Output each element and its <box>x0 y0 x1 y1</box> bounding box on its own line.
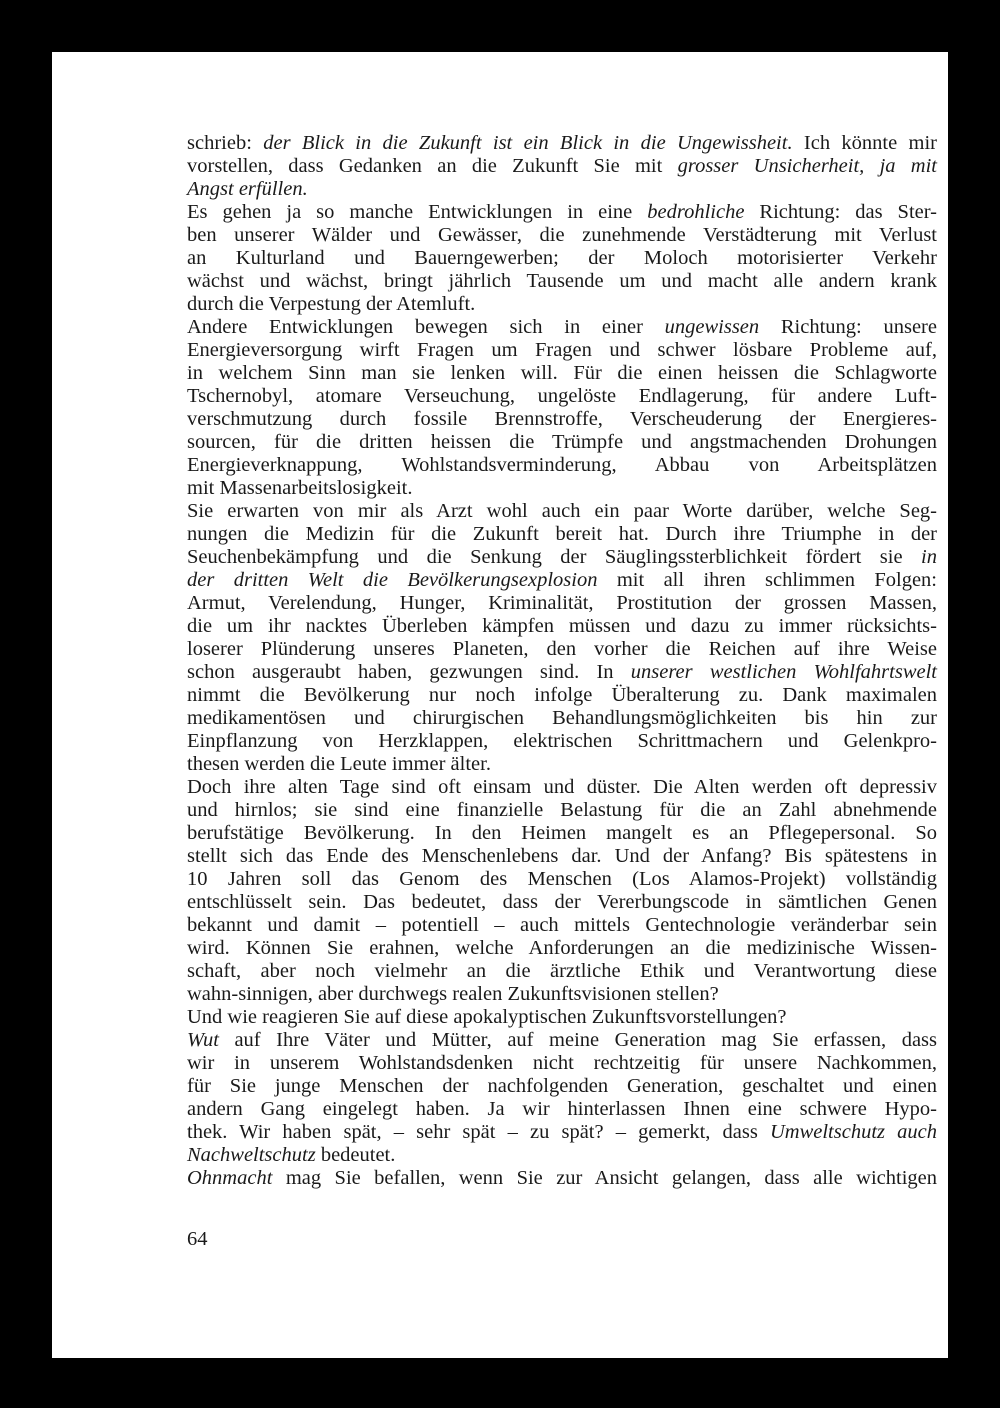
text-segment: und hirnlos; sie sind eine finanzielle Belastung für die an Zahl abnehmende <box>187 799 937 821</box>
text-segment: stellt sich das Ende des Menschenlebens dar. Und der Anfang? Bis spätestens in <box>187 845 937 867</box>
text-segment: an Kulturland und Bauerngewerben; der Moloch motorisierter Verkehr <box>187 247 937 269</box>
text-segment: schon ausgeraubt haben, gezwungen sind. In <box>187 661 631 683</box>
text-segment: mag Sie befallen, wenn Sie zur Ansicht gelangen, dass alle wichtigen <box>272 1167 937 1189</box>
text-segment: vorstellen, dass Gedanken an die Zukunft Sie mit <box>187 155 678 177</box>
text-line <box>187 247 937 270</box>
text-segment: nungen die Medizin für die Zukunft bereit hat. Durch ihre Triumphe in der <box>187 523 937 545</box>
text-line <box>187 891 937 914</box>
text-line <box>187 661 937 684</box>
text-segment: Energieverknappung, Wohlstandsverminderung, Abbau von Arbeitsplätzen <box>187 454 937 476</box>
text-line <box>187 914 937 937</box>
text-line <box>187 1029 937 1052</box>
text-line <box>187 1075 937 1098</box>
text-segment: Armut, Verelendung, Hunger, Kriminalität, Prostitution der grossen Massen, <box>187 592 937 614</box>
text-line <box>187 408 937 431</box>
text-segment: Tschernobyl, atomare Verseuchung, ungelöste Endlagerung, für andere Luft- <box>187 385 937 407</box>
text-line <box>187 362 937 385</box>
body-text <box>187 132 937 1190</box>
text-segment: auf Ihre Väter und Mütter, auf meine Generation mag Sie erfassen, dass <box>218 1029 937 1051</box>
text-line <box>187 799 937 822</box>
text-line <box>187 684 937 707</box>
text-segment: bekannt und damit – potentiell – auch mittels Gentechnologie veränderbar sein <box>187 914 937 936</box>
text-line <box>187 960 937 983</box>
text-line <box>187 753 937 776</box>
text-segment: wird. Können Sie erahnen, welche Anforderungen an die medizinische Wissen- <box>187 937 937 959</box>
italic-text-segment: unserer westlichen Wohlfahrtswelt <box>630 661 937 683</box>
text-segment: die um ihr nacktes Überleben kämpfen müssen und dazu zu immer rücksichts- <box>187 615 937 637</box>
text-segment: Doch ihre alten Tage sind oft einsam und düster. Die Alten werden oft depressiv <box>187 776 937 798</box>
text-segment: Ich könnte mir <box>792 132 937 154</box>
text-line <box>187 385 937 408</box>
text-segment: Andere Entwicklungen bewegen sich in einer <box>187 316 665 338</box>
text-line <box>187 477 937 500</box>
text-line <box>187 132 937 155</box>
text-segment: medikamentösen und chirurgischen Behandlungsmöglichkeiten bis hin zur <box>187 707 937 729</box>
text-segment: wächst und wächst, bringt jährlich Tausende um und macht alle andern krank <box>187 270 937 292</box>
text-segment: durch die Verpestung der Atemluft. <box>187 293 476 315</box>
text-segment: in welchem Sinn man sie lenken will. Für die einen heissen die Schlagworte <box>187 362 937 384</box>
text-segment: nimmt die Bevölkerung nur noch infolge Überalterung zu. Dank maximalen <box>187 684 937 706</box>
text-segment: loserer Plünderung unseres Planeten, den vorher die Reichen auf ihre Weise <box>187 638 937 660</box>
italic-text-segment: ungewissen <box>664 316 760 338</box>
text-segment: Energieversorgung wirft Fragen um Fragen und schwer lösbare Probleme auf, <box>187 339 937 361</box>
text-line <box>187 776 937 799</box>
text-line <box>187 983 937 1006</box>
text-segment: ben unserer Wälder und Gewässer, die zunehmende Verstädterung mit Verlust <box>187 224 937 246</box>
text-segment: thek. Wir haben spät, – sehr spät – zu spät? – gemerkt, dass <box>187 1121 770 1143</box>
italic-text-segment: in <box>921 546 937 568</box>
text-segment: Seuchenbekämpfung und die Senkung der Säuglingssterblichkeit fördert sie <box>187 546 922 568</box>
text-line <box>187 293 937 316</box>
text-line <box>187 431 937 454</box>
text-segment: für Sie junge Menschen der nachfolgenden Generation, geschaltet und einen <box>187 1075 937 1097</box>
text-segment: mit all ihren schlimmen Folgen: <box>597 569 937 591</box>
text-line <box>187 454 937 477</box>
text-segment: sourcen, für die dritten heissen die Trümpfe und angstmachenden Drohungen <box>187 431 937 453</box>
text-segment: entschlüsselt sein. Das bedeutet, dass der Vererbungscode in sämtlichen Genen <box>187 891 937 913</box>
text-line <box>187 155 937 178</box>
text-line <box>187 868 937 891</box>
italic-text-segment: Ohnmacht <box>187 1167 273 1189</box>
text-line <box>187 1052 937 1075</box>
text-line <box>187 270 937 293</box>
text-line <box>187 822 937 845</box>
text-segment: wahn-sinnigen, aber durchwegs realen Zukunftsvisionen stellen? <box>187 983 719 1005</box>
italic-text-segment: Wut <box>187 1029 219 1051</box>
italic-text-segment: Nachweltschutz <box>187 1144 316 1166</box>
text-segment: bedeutet. <box>315 1144 396 1166</box>
text-segment: Richtung: unsere <box>759 316 937 338</box>
text-segment: mit Massenarbeitslosigkeit. <box>187 477 413 499</box>
text-line <box>187 316 937 339</box>
italic-text-segment: der Blick in die Zukunft ist ein Blick in die Ungewissheit. <box>263 132 793 154</box>
text-line <box>187 201 937 224</box>
text-line <box>187 1006 937 1029</box>
text-line <box>187 339 937 362</box>
text-line <box>187 592 937 615</box>
text-segment: Richtung: das Ster- <box>744 201 937 223</box>
text-line <box>187 730 937 753</box>
text-line <box>187 569 937 592</box>
text-line <box>187 615 937 638</box>
text-line <box>187 845 937 868</box>
text-segment: berufstätige Bevölkerung. In den Heimen mangelt es an Pflegepersonal. So <box>187 822 937 844</box>
text-line <box>187 1121 937 1144</box>
text-line <box>187 224 937 247</box>
italic-text-segment: grosser Unsicherheit, ja mit <box>677 155 937 177</box>
text-segment: Einpflanzung von Herzklappen, elektrischen Schrittmachern und Gelenkpro- <box>187 730 937 752</box>
text-segment: 10 Jahren soll das Genom des Menschen (Los Alamos-Projekt) vollständig <box>187 868 937 890</box>
text-segment: wir in unserem Wohlstandsdenken nicht rechtzeitig für unsere Nachkommen, <box>187 1052 937 1074</box>
text-line <box>187 707 937 730</box>
text-line <box>187 1167 937 1190</box>
italic-text-segment: bedrohliche <box>647 201 745 223</box>
text-segment: Und wie reagieren Sie auf diese apokalyptischen Zukunftsvorstellungen? <box>187 1006 787 1028</box>
text-segment: schaft, aber noch vielmehr an die ärztliche Ethik und Verantwortung diese <box>187 960 937 982</box>
text-line <box>187 1144 937 1167</box>
text-segment: andern Gang eingelegt haben. Ja wir hinterlassen Ihnen eine schwere Hypo- <box>187 1098 937 1120</box>
text-line <box>187 546 937 569</box>
text-line <box>187 500 937 523</box>
text-line <box>187 1098 937 1121</box>
italic-text-segment: der dritten Welt die Bevölkerungsexplosion <box>187 569 598 591</box>
text-segment: Es gehen ja so manche Entwicklungen in eine <box>187 201 648 223</box>
text-line <box>187 638 937 661</box>
page-number: 64 <box>187 1228 208 1250</box>
italic-text-segment: Umweltschutz auch <box>769 1121 937 1143</box>
text-line <box>187 937 937 960</box>
text-segment: schrieb: <box>187 132 264 154</box>
text-segment: verschmutzung durch fossile Brennstroffe, Verscheuderung der Energieres- <box>187 408 937 430</box>
text-line <box>187 178 937 201</box>
text-segment: thesen werden die Leute immer älter. <box>187 753 491 775</box>
italic-text-segment: Angst erfüllen. <box>187 178 308 200</box>
text-line <box>187 523 937 546</box>
document-page <box>52 52 948 1358</box>
text-segment: Sie erwarten von mir als Arzt wohl auch ein paar Worte darüber, welche Seg- <box>187 500 937 522</box>
